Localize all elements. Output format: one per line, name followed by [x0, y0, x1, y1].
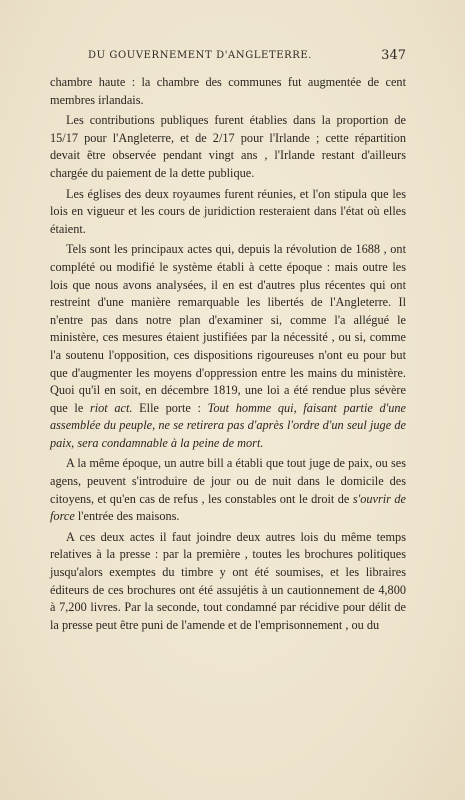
paragraph-3: Les églises des deux royaumes furent réunies, et l'on stipula que les lois en vigueur et les cours de juridiction resteraient dans l'état où elles étaient.	[50, 186, 406, 236]
body-text	[50, 74, 406, 634]
riot-act-term: riot act.	[89, 400, 133, 415]
paragraph-1: chambre haute : la chambre des communes fut augmentée de cent membres irlandais.	[50, 75, 406, 107]
page-header	[88, 48, 406, 66]
paragraph-5	[50, 455, 406, 525]
paragraph-2: Les contributions publiques furent établies dans la proportion de 15/17 pour l'Angleterre, et de 2/17 pour l'Irlande ; cette répartition devait être observée pendant vingt ans , l'Irlande restant d'ailleurs chargée du paiement de la dette publique.	[50, 113, 406, 180]
page-number: 347	[381, 48, 406, 63]
paragraph-4-text-a: Tels sont les principaux actes qui, depuis la révolution de 1688 , ont complété ou modifié le système établi à cette époque : mais outre les lois que nous avons analysées, il en est d'autres plus récentes qui ont restreint d'une manière remarquable les libertés de l'Angleterre. Il n'entre pas dans notre plan d'examiner si, comme l'a allégué le ministère, ces mesures étaient justifiées par la nécessité , ou si, comme l'a soutenu l'opposition, ces dispositions rigoureuses n'ont eu pour but que d'augmenter les moyens d'oppression entre les mains du ministère. Quoi qu'il en soit, en décembre 1819, une loi a été rendue plus sévère que le	[50, 242, 406, 415]
paragraph-4	[50, 241, 406, 452]
running-title: DU GOUVERNEMENT D'ANGLETERRE.	[88, 50, 313, 61]
law-quote: Tout homme qui, faisant partie d'une assemblée du peuple, ne se retirera pas d'après l'ordre d'un seul juge de paix, sera condamnable à la peine de mort.	[50, 400, 407, 450]
emphasis-force: s'ouvrir de force	[50, 491, 406, 524]
paragraph-6: A ces deux actes il faut joindre deux autres lois du même temps relatives à la presse : par la première , toutes les brochures politiques jusqu'alors exemptes du timbre y ont été soumises, et les libraires éditeurs de ces brochures ont été assujétis à un cautionnement de 4,800 à 7,200 livres. Par la seconde, tout condamné par récidive pour délit de la presse peut être puni de l'amende et de l'emprisonnement , ou du	[50, 529, 406, 632]
paragraph-5-text-b: l'entrée des maisons.	[74, 509, 180, 524]
paragraph-5-text-a: A la même époque, un autre bill a établi que tout juge de paix, ou ses agens, peuvent s'introduire de jour ou de nuit dans le domicile des citoyens, et qu'en cas de refus , les constables ont le droit de	[50, 456, 406, 506]
paragraph-4-text-b: Elle porte :	[132, 400, 208, 415]
